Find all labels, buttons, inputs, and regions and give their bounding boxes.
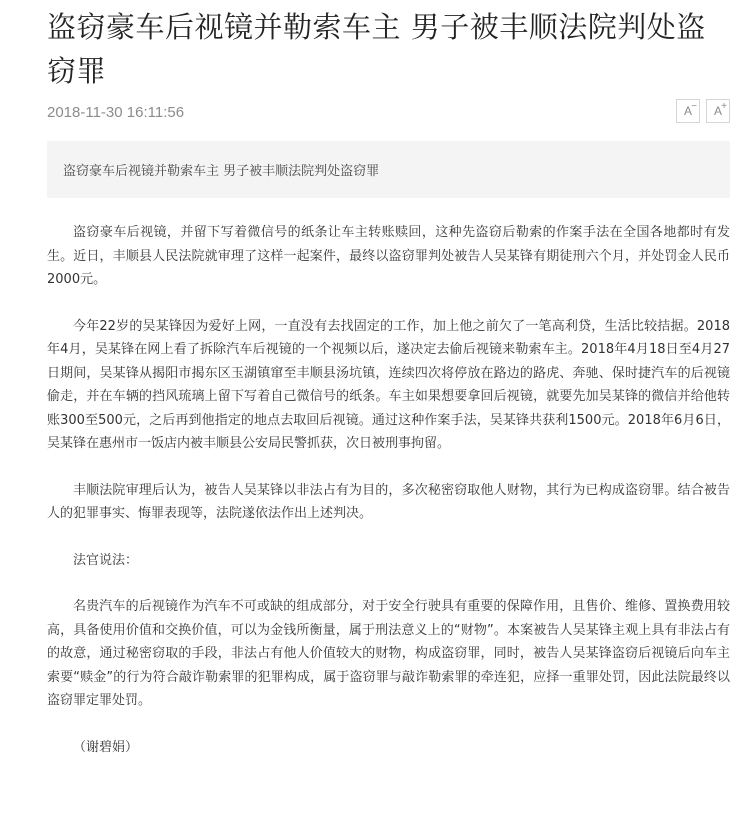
paragraph-intro: 盗窃豪车后视镜，并留下写着微信号的纸条让车主转账赎回，这种先盗窃后勒索的作案手法在全国各地都时有发生。近日，丰顺县人民法院就审理了这样一起案件，最终以盗窃罪判处被告人吴某锋有期徒刑六个月，并处罚金人民币2000元。 bbox=[47, 225, 730, 287]
article-title: 盗窃豪车后视镜并勒索车主 男子被丰顺法院判处盗窃罪 bbox=[47, 10, 706, 88]
decrease-font-button[interactable] bbox=[676, 99, 700, 123]
article-body bbox=[47, 221, 730, 759]
minus-icon: − bbox=[691, 101, 697, 112]
font-size-controls bbox=[676, 99, 730, 123]
increase-font-button[interactable] bbox=[706, 99, 730, 123]
plus-icon: + bbox=[721, 101, 727, 112]
article bbox=[47, 0, 730, 782]
font-letter-icon: A bbox=[713, 104, 722, 118]
publish-timestamp: 2018-11-30 16:11:56 bbox=[47, 104, 185, 121]
summary-text: 盗窃豪车后视镜并勒索车主 男子被丰顺法院判处盗窃罪 bbox=[63, 164, 380, 179]
author-credit: （谢碧娟） bbox=[73, 739, 139, 755]
judge-commentary-heading: 法官说法： bbox=[73, 552, 139, 568]
paragraph-case-details: 今年22岁的吴某锋因为爱好上网，一直没有去找固定的工作，加上他之前欠了一笔高利贷，生活比较拮据。2018年4月，吴某锋在网上看了拆除汽车后视镜的一个视频以后，遂决定去偷后视镜来勒索车主。2018年4月18日至4月27日期间，吴某锋从揭阳市揭东区玉湖镇窜至丰顺县汤坑镇，连续四次将停放在路边的路虎、奔驰、保时捷汽车的后视镜偷走，并在车辆的挡风琉璃上留下写着自己微信号的纸条。车主如果想要拿回后视镜，就要先加吴某锋的微信并给他转账300至500元，之后再到他指定的地点去取回后视镜。通过这种作案手法，吴某锋共获利1500元。2018年6月6日，吴某锋在惠州市一饭店内被丰顺县公安局民警抓获，次日被刑事拘留。 bbox=[47, 318, 730, 451]
article-meta bbox=[47, 102, 730, 132]
paragraph-judge-commentary: 名贵汽车的后视镜作为汽车不可或缺的组成部分，对于安全行驶具有重要的保障作用，且售价、维修、置换费用较高，具备使用价值和交换价值，可以为金钱所衡量，属于刑法意义上的“财物”。本案被告人吴某锋主观上具有非法占有的故意，通过秘密窃取的手段，非法占有他人价值较大的财物，构成盗窃罪，同时，被告人吴某锋盗窃后视镜后向车主索要“赎金”的行为符合敲诈勒索罪的犯罪构成，属于盗窃罪与敲诈勒索罪的牵连犯，应择一重罪处罚，因此法院最终以盗窃罪定罪处罚。 bbox=[47, 599, 730, 708]
article-summary bbox=[47, 141, 730, 198]
paragraph-verdict: 丰顺法院审理后认为，被告人吴某锋以非法占有为目的，多次秘密窃取他人财物，其行为已构成盗窃罪。结合被告人的犯罪事实、悔罪表现等，法院遂依法作出上述判决。 bbox=[47, 482, 730, 521]
font-letter-icon: A bbox=[683, 104, 692, 118]
